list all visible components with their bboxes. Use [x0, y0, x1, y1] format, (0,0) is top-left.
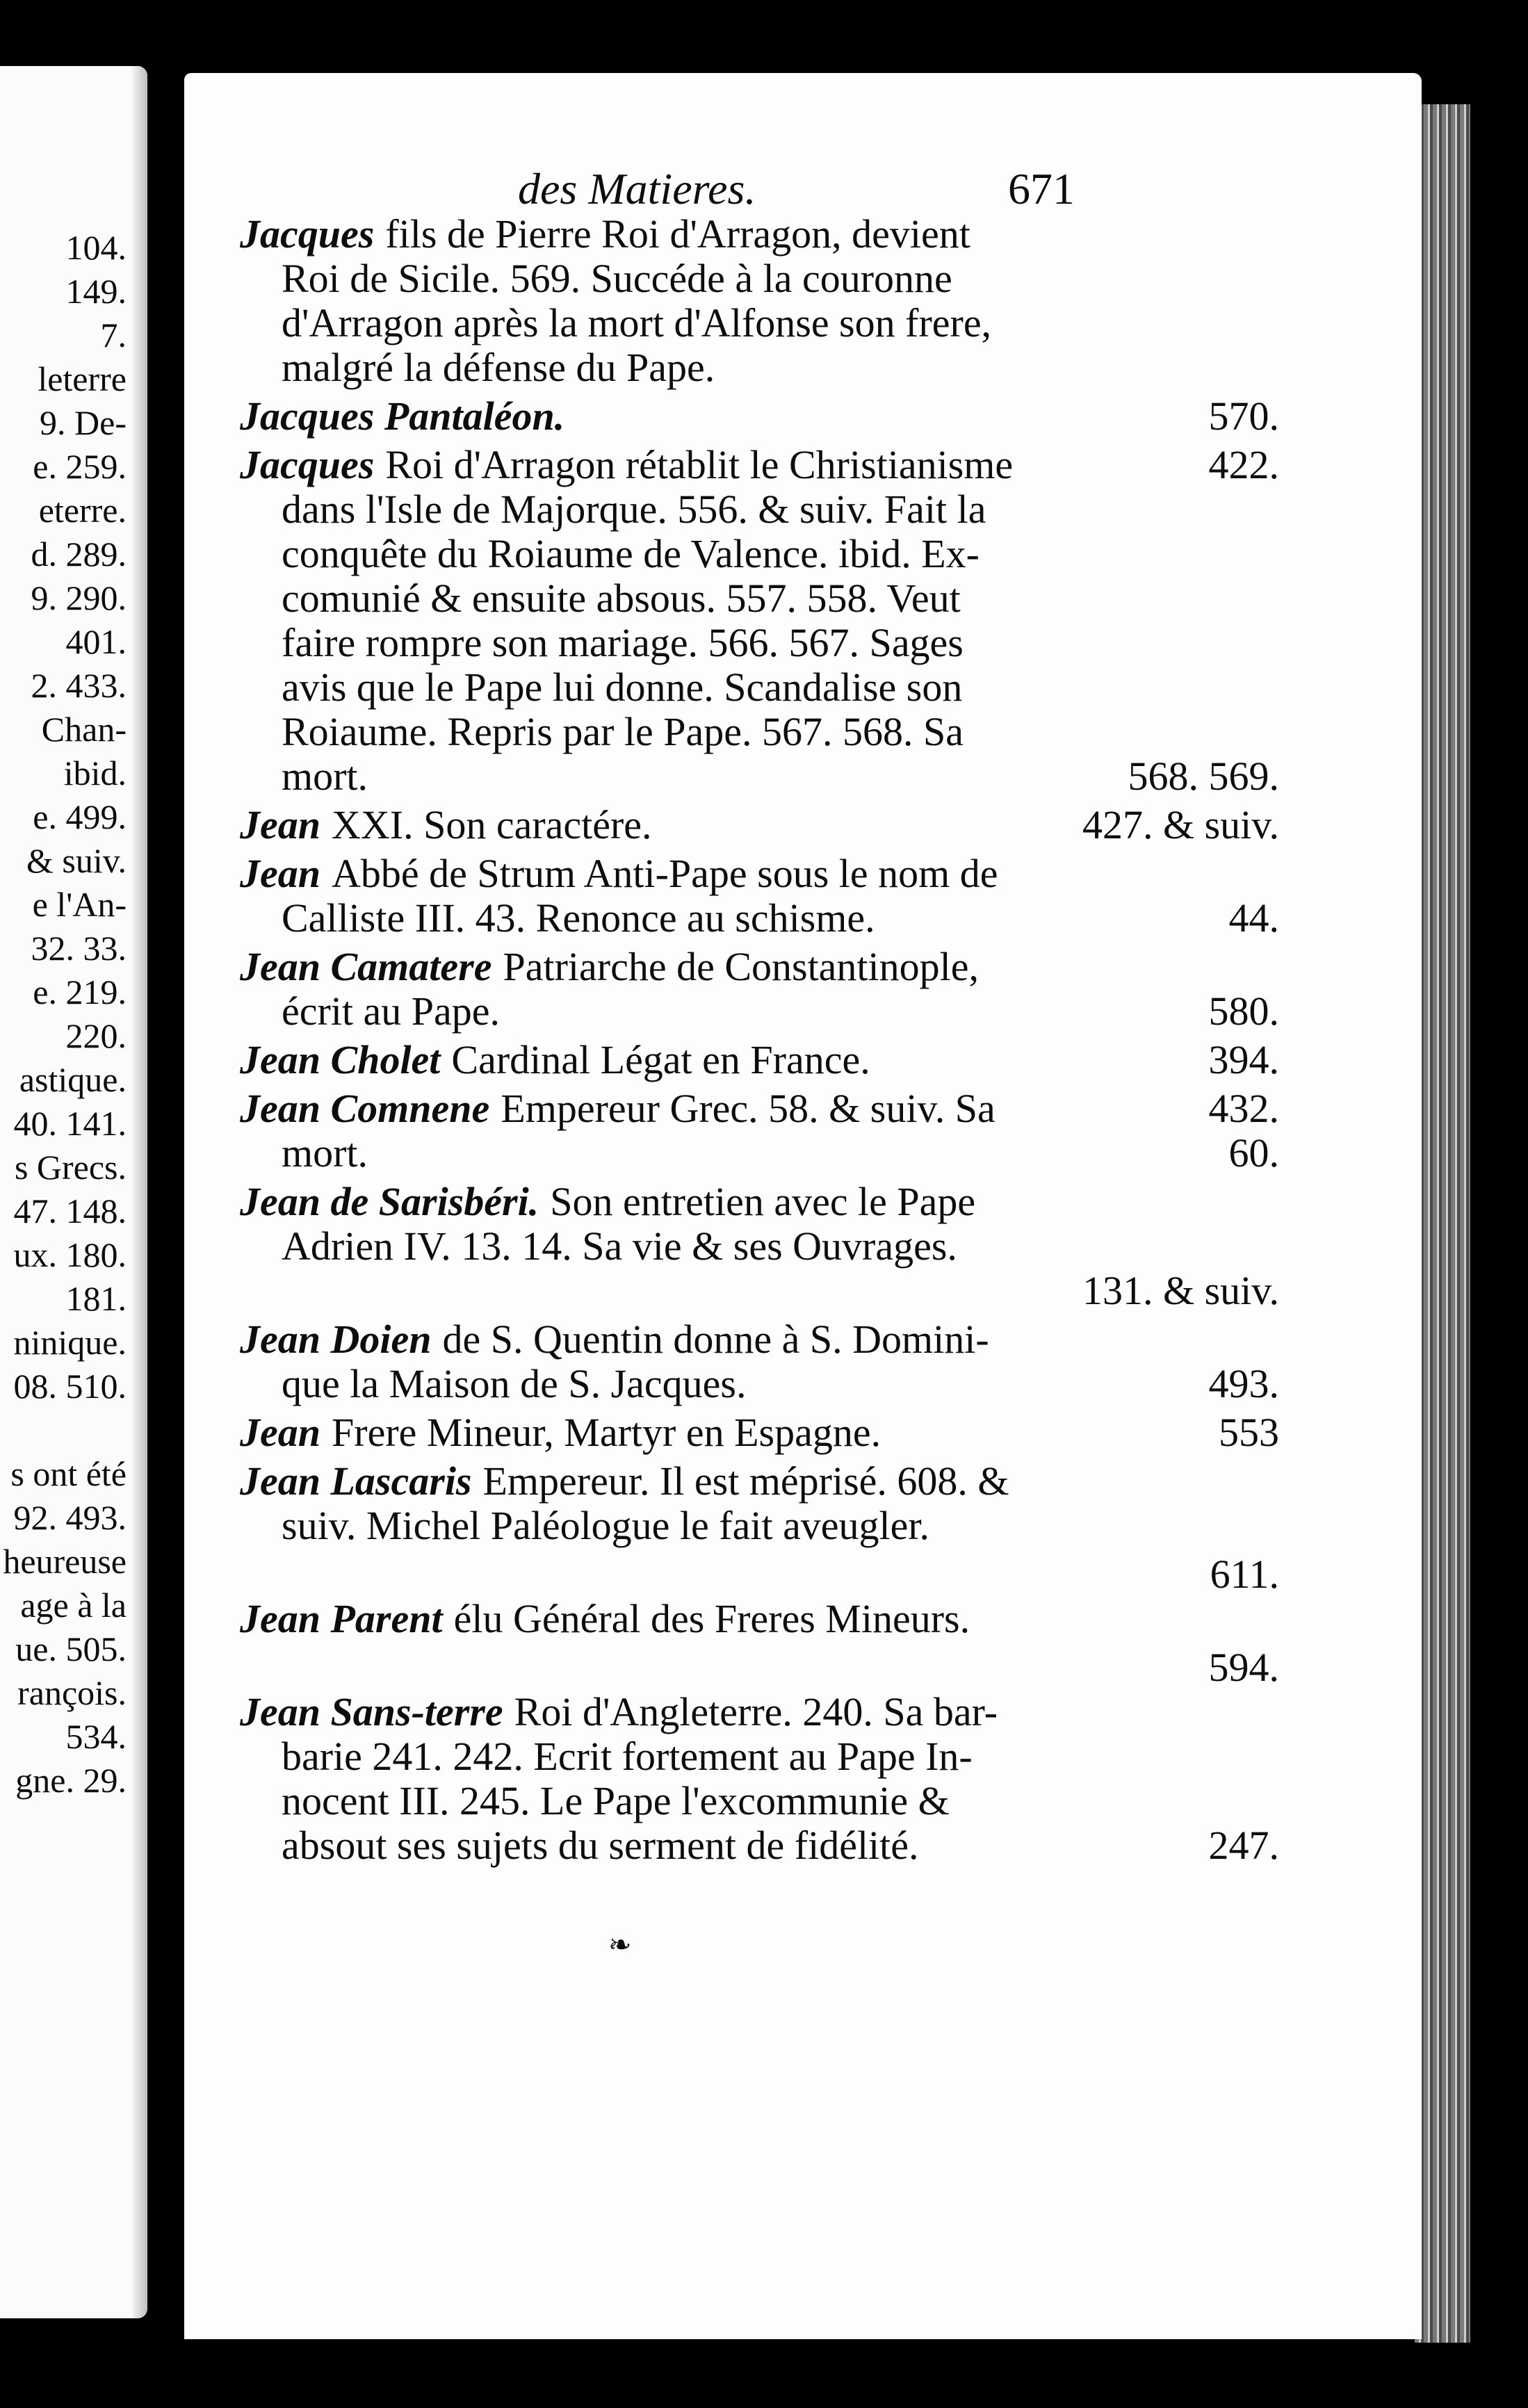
entry-line-text [240, 1180, 975, 1224]
entry-line [240, 1552, 1279, 1597]
entry-headword: Jean Camatere [240, 944, 492, 989]
left-fragment: 9. De- [40, 403, 127, 442]
index-entry [240, 443, 1279, 799]
index-entry [240, 1459, 1279, 1548]
entry-text: mort. [282, 754, 368, 799]
entry-headword: Jean Cholet [240, 1037, 441, 1082]
entry-line [240, 1597, 1279, 1641]
entry-headword: Jean [240, 1410, 320, 1455]
left-fragment: e. 499. [33, 797, 127, 836]
entry-line-text [282, 989, 500, 1034]
entry-page-ref: 611. [1210, 1552, 1279, 1597]
entry-text: Abbé de Strum Anti-Pape sous le nom de [332, 851, 998, 896]
entry-page-ref: 247. [1208, 1823, 1279, 1868]
entry-text: écrit au Pape. [282, 989, 501, 1034]
page-gutter [132, 66, 147, 2318]
entry-line-text [240, 1087, 995, 1131]
left-fragment: & suiv. [26, 841, 127, 880]
left-fragment: Chan- [41, 710, 127, 749]
entry-text: mort. [282, 1130, 368, 1175]
entry-line-text [282, 621, 964, 665]
page-number: 671 [1008, 164, 1075, 213]
entry-line-text [240, 803, 652, 847]
entry-text: Patriarche de Constantinople, [503, 944, 980, 989]
entry-headword: Jean Lascaris [240, 1458, 472, 1504]
left-fragment: leterre [38, 359, 127, 398]
index-entry [240, 852, 1279, 941]
left-fragment: 08. 510. [13, 1367, 127, 1406]
entry-text: Roi d'Arragon rétablit le Christianisme [385, 442, 1014, 487]
entry-page-ref: 553 [1219, 1410, 1279, 1455]
facing-page-left [0, 66, 147, 2318]
left-fragment: 47. 148. [13, 1191, 127, 1230]
entry-headword: Jean Parent [240, 1596, 443, 1641]
entry-line [240, 1038, 1279, 1082]
index-entry [240, 1038, 1279, 1082]
entry-line-text [240, 1317, 989, 1362]
index-entry [240, 212, 1279, 390]
left-fragment [3, 1408, 127, 1452]
entry-page-ref: 394. [1208, 1037, 1279, 1082]
entry-text: suiv. Michel Paléologue le fait aveugler. [282, 1503, 930, 1548]
entry-text: avis que le Pape lui donne. Scandalise son [282, 665, 963, 710]
entry-headword: Jean Sans-terre [240, 1689, 503, 1734]
index-entry [240, 803, 1279, 847]
index-entry [240, 394, 1279, 439]
entry-headword: Jean [240, 802, 320, 847]
entry-text: Son entretien avec le Pape [550, 1179, 976, 1224]
entry-line [240, 1224, 1279, 1269]
index-entry [240, 1552, 1279, 1641]
entry-text: fils de Pierre Roi d'Arragon, devient [385, 211, 970, 257]
entry-text: Adrien IV. 13. 14. Sa vie & ses Ouvrages. [282, 1223, 957, 1269]
entry-line [240, 945, 1279, 989]
left-fragment: 7. [100, 316, 127, 355]
entry-line-text [282, 257, 952, 301]
entry-line-text [282, 665, 962, 710]
entry-text: Cardinal Légat en France. [451, 1037, 870, 1082]
entry-line [240, 576, 1279, 621]
left-fragment: heureuse [3, 1542, 127, 1581]
entry-line [240, 443, 1279, 487]
entry-page-ref: 580. [1208, 989, 1279, 1034]
entry-line [240, 1504, 1279, 1548]
entry-text: Roi d'Angleterre. 240. Sa bar- [514, 1689, 998, 1734]
entry-line [240, 803, 1279, 847]
entry-headword: Jacques [240, 442, 375, 487]
entry-page-ref: 427. & suiv. [1082, 802, 1279, 847]
left-fragment: 149. [65, 272, 127, 311]
entry-page-ref: 570. [1208, 393, 1279, 439]
index-entry [240, 1180, 1279, 1313]
entry-page-ref: 493. [1208, 1361, 1279, 1406]
entry-headword: Jacques [240, 211, 375, 257]
entry-text: dans l'Isle de Majorque. 556. & suiv. Fait la [282, 487, 986, 532]
entry-line-text [282, 1734, 973, 1779]
entry-line [240, 212, 1279, 257]
entry-line [240, 1779, 1279, 1823]
entry-line [240, 1269, 1279, 1313]
left-fragment: age à la [20, 1586, 127, 1625]
entry-line-text [240, 443, 1013, 487]
entry-line [240, 301, 1279, 345]
entry-line [240, 1180, 1279, 1224]
entry-line-text [240, 852, 998, 896]
entry-page-ref: 568. 569. [1128, 754, 1279, 799]
entry-text: XXI. Son caractére. [332, 802, 652, 847]
entry-headword: Jean [240, 851, 320, 896]
entry-line-text [282, 1823, 919, 1868]
entry-text: élu Général des Freres Mineurs. [453, 1596, 970, 1641]
entry-line-text [240, 394, 576, 439]
entry-line [240, 1362, 1279, 1406]
left-fragment: astique. [19, 1060, 127, 1099]
entry-page-ref: 422. [1208, 442, 1279, 487]
entry-line [240, 1317, 1279, 1362]
left-fragment: d. 289. [31, 535, 127, 573]
entry-line [240, 989, 1279, 1034]
entry-text: conquête du Roiaume de Valence. ibid. Ex- [282, 531, 980, 576]
ornament-mark: ❧ [608, 1929, 632, 1961]
left-fragment: 220. [65, 1016, 127, 1055]
entry-line [240, 394, 1279, 439]
entry-text: d'Arragon après la mort d'Alfonse son frere, [282, 300, 992, 345]
entry-line-text [240, 1038, 870, 1082]
entry-text: Calliste III. 43. Renonce au schisme. [282, 895, 875, 941]
entry-line [240, 487, 1279, 532]
left-fragment: eterre. [38, 491, 127, 530]
entry-line-text [282, 1131, 368, 1175]
left-fragment: s ont été [10, 1454, 127, 1493]
entry-line [240, 1690, 1279, 1734]
entry-text: Empereur Grec. 58. & suiv. Sa [501, 1086, 995, 1131]
entry-text: que la Maison de S. Jacques. [282, 1361, 747, 1406]
entry-text: Empereur. Il est méprisé. 608. & [482, 1458, 1009, 1504]
entry-line-text [282, 1779, 950, 1823]
left-fragment: e. 259. [33, 447, 127, 486]
entry-text: malgré la défense du Pape. [282, 345, 715, 390]
entry-line-text [282, 1224, 957, 1269]
index-entry [240, 1645, 1279, 1868]
entry-line [240, 754, 1279, 799]
left-fragment: e l'An- [32, 885, 127, 924]
left-fragment: e. 219. [33, 973, 127, 1011]
left-fragment: ue. 505. [15, 1629, 127, 1668]
left-fragment: gne. 29. [15, 1761, 127, 1800]
left-fragment: 2. 433. [31, 666, 127, 705]
entry-line [240, 1131, 1279, 1175]
left-fragment: ninique. [13, 1323, 127, 1362]
index-entries [240, 212, 1279, 1872]
entry-line-text [240, 1597, 970, 1641]
entry-headword: Jean Doien [240, 1317, 432, 1362]
left-fragment: rançois. [17, 1673, 127, 1712]
entry-text: nocent III. 245. Le Pape l'excommunie & [282, 1778, 950, 1823]
entry-line-text [282, 1362, 746, 1406]
entry-line [240, 621, 1279, 665]
entry-line [240, 345, 1279, 390]
entry-line-text [282, 754, 368, 799]
page-edges [1415, 104, 1470, 2343]
entry-line-text [240, 945, 979, 989]
entry-headword: Jacques Pantaléon. [240, 393, 565, 439]
entry-text: Roiaume. Repris par le Pape. 567. 568. Sa [282, 709, 964, 754]
entry-line-text [282, 532, 980, 576]
entry-line [240, 1410, 1279, 1455]
entry-line [240, 1734, 1279, 1779]
entry-text: de S. Quentin donne à S. Domini- [442, 1317, 989, 1362]
left-fragment: 104. [65, 228, 127, 267]
left-fragment: ux. 180. [13, 1235, 127, 1274]
entry-line [240, 896, 1279, 941]
entry-line [240, 852, 1279, 896]
entry-line [240, 1459, 1279, 1504]
entry-page-ref: 44. [1228, 895, 1279, 941]
entry-line [240, 1645, 1279, 1690]
left-fragment: 40. 141. [13, 1104, 127, 1143]
entry-headword: Jean de Sarisbéri. [240, 1179, 539, 1224]
left-fragment: 401. [65, 622, 127, 661]
left-margin-fragments [3, 226, 127, 1803]
left-fragment: 181. [65, 1279, 127, 1318]
index-entry [240, 1087, 1279, 1175]
entry-line [240, 665, 1279, 710]
entry-line [240, 1087, 1279, 1131]
entry-text: Frere Mineur, Martyr en Espagne. [332, 1410, 881, 1455]
entry-line-text [240, 1459, 1009, 1504]
left-fragment: ibid. [63, 754, 127, 792]
entry-headword: Jean Comnene [240, 1086, 490, 1131]
entry-line-text [282, 896, 875, 941]
left-fragment: s Grecs. [14, 1148, 127, 1187]
entry-line-text [282, 301, 991, 345]
entry-line-text [282, 576, 961, 621]
entry-line-text [282, 487, 986, 532]
left-fragment: 534. [65, 1717, 127, 1756]
entry-line [240, 710, 1279, 754]
header-title: des Matieres. [518, 164, 756, 213]
left-fragment: 32. 33. [31, 929, 127, 968]
index-entry [240, 945, 1279, 1034]
entry-line [240, 1823, 1279, 1868]
entry-line [240, 532, 1279, 576]
entry-page-ref: 432. [1208, 1086, 1279, 1131]
entry-text: Roi de Sicile. 569. Succéde à la couronne [282, 256, 952, 301]
entry-line-text [240, 1410, 881, 1455]
index-entry [240, 1410, 1279, 1455]
entry-line-text [240, 212, 970, 257]
entry-text: faire rompre son mariage. 566. 567. Sages [282, 620, 964, 665]
entry-text: absout ses sujets du serment de fidélité. [282, 1823, 919, 1868]
left-fragment: 92. 493. [13, 1498, 127, 1537]
left-fragment: 9. 290. [31, 578, 127, 617]
entry-text: barie 241. 242. Ecrit fortement au Pape In- [282, 1734, 973, 1779]
entry-page-ref: 60. [1228, 1130, 1279, 1175]
entry-page-ref: 131. & suiv. [1082, 1268, 1279, 1313]
entry-line-text [240, 1690, 998, 1734]
entry-line-text [282, 345, 715, 390]
entry-text: comunié & ensuite absous. 557. 558. Veut [282, 576, 961, 621]
entry-page-ref: 594. [1208, 1645, 1279, 1690]
entry-line-text [282, 1504, 929, 1548]
index-entry [240, 1317, 1279, 1406]
entry-line-text [282, 710, 964, 754]
index-page [184, 73, 1422, 2339]
entry-line [240, 257, 1279, 301]
